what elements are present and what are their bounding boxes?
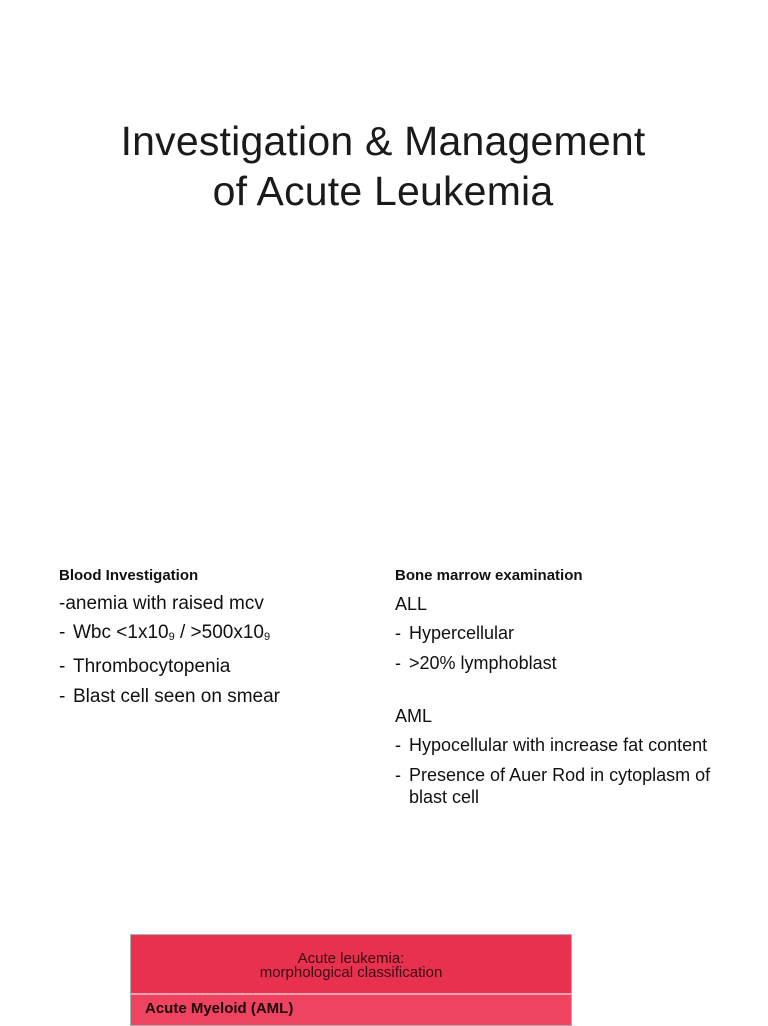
slide-title: [60, 116, 706, 216]
blood-investigation-section: [59, 566, 359, 716]
slide-title-line-1: Investigation & Management: [120, 118, 646, 164]
figure-header-line-1: Acute leukemia:: [297, 950, 405, 967]
wbc-text-pre: Wbc <1x10: [73, 622, 169, 643]
bullet-dash: -: [59, 686, 66, 707]
all-label: ALL: [395, 594, 428, 614]
bullet-dash: -: [395, 623, 401, 643]
aml-item-auer-rod: [395, 764, 725, 808]
aml-item-hypocellular: [395, 734, 725, 756]
all-item-hypercellular: [395, 622, 725, 644]
aml-item-text: Presence of Auer Rod in cytoplasm of blast cell: [409, 765, 711, 807]
blood-item-thrombocytopenia: [59, 656, 359, 678]
bone-marrow-heading: Bone marrow examination: [395, 567, 583, 584]
blood-item-wbc: [59, 622, 359, 648]
bullet-dash: -: [395, 735, 401, 755]
wbc-text-mid: / >500x10: [174, 622, 264, 643]
wbc-exponent-2: 9: [263, 631, 271, 643]
section-spacer: [395, 682, 725, 704]
figure-header: [131, 935, 571, 993]
blood-item-text: Thrombocytopenia: [73, 656, 231, 677]
bone-marrow-section: [395, 566, 725, 816]
bullet-dash: -: [395, 765, 401, 785]
blood-investigation-heading: Blood Investigation: [59, 567, 199, 584]
bullet-dash: -: [395, 653, 401, 673]
bullet-dash: -: [59, 622, 66, 643]
figure-header-line-2: morphological classification: [259, 964, 443, 981]
wbc-exponent-1: 9: [168, 631, 175, 643]
bullet-dash: -: [59, 656, 66, 677]
aml-label: AML: [395, 706, 433, 726]
classification-figure: [130, 934, 572, 1026]
all-item-lymphoblast: [395, 652, 725, 674]
blood-item-anemia: -anemia with raised mcv: [59, 593, 264, 614]
aml-item-text: Hypocellular with increase fat content: [409, 735, 708, 755]
blood-item-blast-cell: [59, 686, 359, 708]
blood-item-text: Blast cell seen on smear: [73, 686, 280, 707]
slide-title-line-2: of Acute Leukemia: [212, 168, 554, 214]
all-item-text: >20% lymphoblast: [409, 653, 557, 673]
figure-row-aml: Acute Myeloid (AML): [131, 995, 571, 1025]
wbc-text: [73, 622, 359, 648]
all-item-text: Hypercellular: [409, 623, 515, 643]
